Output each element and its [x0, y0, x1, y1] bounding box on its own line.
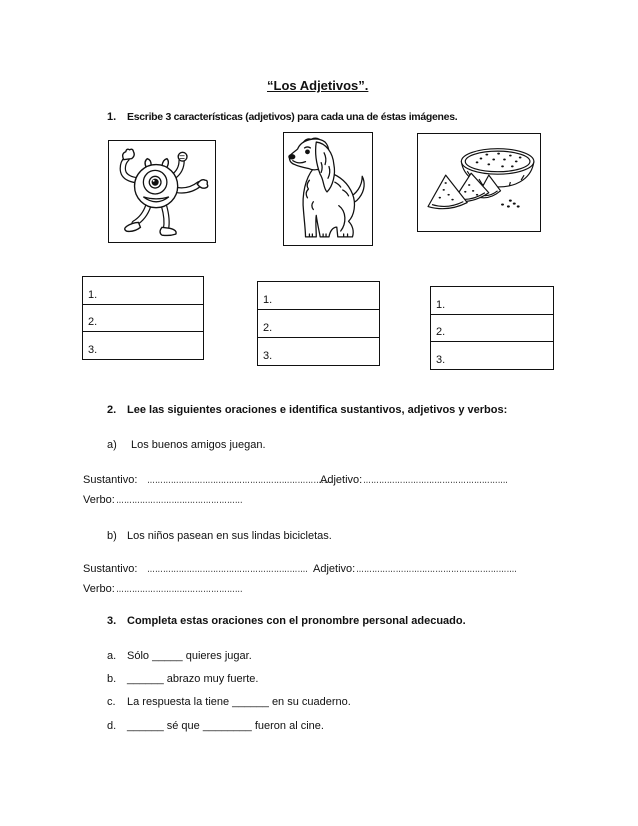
monster-icon — [109, 141, 215, 242]
item-b-marker: b. — [107, 673, 117, 685]
section-1-instruction: Escribe 3 características (adjetivos) para cada una de éstas imágenes. — [127, 111, 458, 123]
answer-table-dog — [257, 281, 380, 366]
sustantivo-label: Sustantivo: — [83, 474, 138, 486]
monster-image-box — [108, 140, 216, 243]
section-2-number: 2. — [107, 404, 117, 416]
answer-row — [258, 338, 379, 365]
answer-row-number: 3. — [263, 350, 273, 362]
section-2-instruction: Lee las siguientes oraciones e identifica sustantivos, adjetivos y verbos: — [127, 404, 508, 416]
watermelon-icon — [418, 134, 540, 231]
item-c-marker: c. — [107, 696, 116, 708]
verbo-answer-line: ………………………………………… — [116, 583, 243, 595]
verbo-label: Verbo: — [83, 583, 115, 595]
answer-row-number: 2. — [436, 326, 446, 339]
dog-eye — [306, 150, 310, 154]
item-c-sentence: La respuesta la tiene ______ en su cuaderno. — [127, 696, 351, 708]
item-a-sentence: Sólo _____ quieres jugar. — [127, 650, 252, 662]
answer-row-number: 1. — [436, 298, 446, 311]
watermelon-image-box — [417, 133, 541, 232]
section-3-number: 3. — [107, 615, 117, 627]
answer-row — [83, 332, 203, 359]
answer-row — [83, 277, 203, 305]
answer-row — [431, 287, 553, 315]
item-d-marker: d. — [107, 720, 117, 732]
section-3-instruction: Completa estas oraciones con el pronombre personal adecuado. — [127, 615, 466, 627]
answer-row-number: 2. — [263, 322, 273, 334]
adjetivo-label: Adjetivo: — [320, 474, 363, 486]
answer-row — [83, 305, 203, 333]
answer-table-monster — [82, 276, 204, 360]
adjetivo-label: Adjetivo: — [313, 563, 356, 575]
answer-row — [431, 342, 553, 369]
worksheet-title: “Los Adjetivos”. — [267, 78, 369, 93]
answer-row-number: 1. — [88, 288, 98, 301]
dog-nose — [289, 155, 295, 159]
item-b-sentence: Los niños pasean en sus lindas bicicletas. — [127, 530, 332, 542]
adjetivo-answer-line: ……………………………………………………. — [356, 563, 517, 575]
item-a-sentence: Los buenos amigos juegan. — [131, 439, 266, 451]
answer-row-number: 1. — [263, 294, 273, 306]
watermelon-seeds — [501, 200, 520, 208]
item-a-marker: a) — [107, 439, 117, 451]
answer-table-watermelon — [430, 286, 554, 370]
answer-row-number: 2. — [88, 316, 98, 329]
answer-row — [258, 282, 379, 310]
sustantivo-answer-line: ……………………………………………………………. — [147, 474, 332, 486]
verbo-answer-line: ………………………………………… — [116, 494, 243, 506]
dog-image-box — [283, 132, 373, 246]
verbo-label: Verbo: — [83, 494, 115, 506]
item-b-marker: b) — [107, 530, 117, 542]
sustantivo-label: Sustantivo: — [83, 563, 138, 575]
answer-row — [431, 315, 553, 343]
answer-row-number: 3. — [88, 344, 98, 357]
sustantivo-answer-line: ……………………………………………………. — [147, 563, 308, 575]
item-a-marker: a. — [107, 650, 117, 662]
answer-row-number: 3. — [436, 354, 446, 367]
item-d-sentence: ______ sé que ________ fueron al cine. — [127, 720, 324, 732]
section-1-number: 1. — [107, 111, 117, 123]
adjetivo-answer-line: ………………………………………………. — [363, 474, 508, 486]
dog-icon — [284, 133, 372, 245]
answer-row — [258, 310, 379, 338]
item-b-sentence: ______ abrazo muy fuerte. — [127, 673, 259, 685]
monster-eye — [143, 170, 167, 194]
